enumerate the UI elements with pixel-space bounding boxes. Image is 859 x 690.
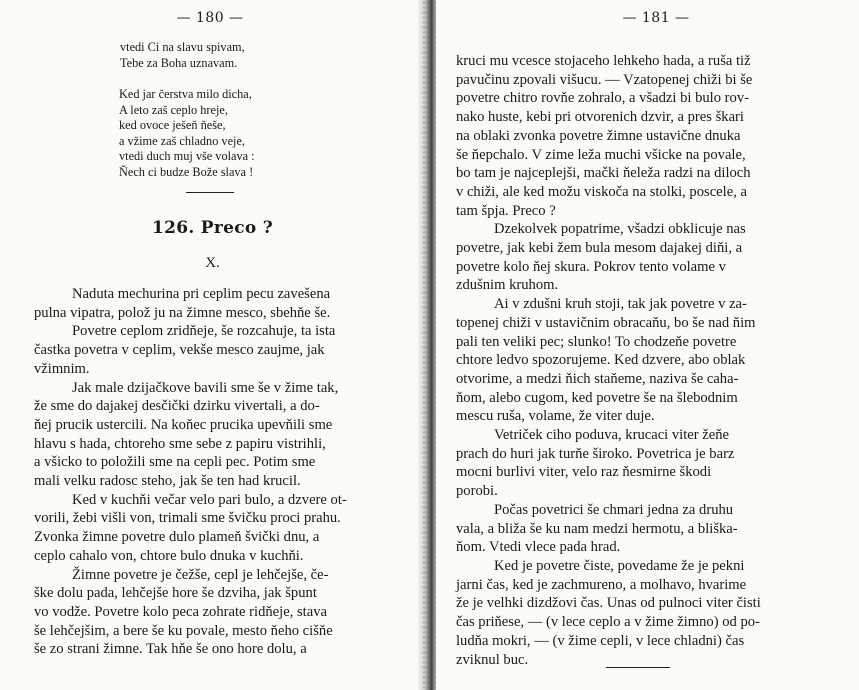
chapter-title: 126. Preco ? [151,218,274,238]
section-divider [186,192,234,193]
text-line: Povetre ceplom zridňeje, še rozcahuje, ta ista [72,323,336,340]
paragraph [456,295,856,426]
text-line: porobi. [456,483,498,500]
right-body-text [456,52,856,669]
text-line: ňej prucik ustercili. Na koňec prucika upevňili sme [34,416,333,433]
text-line: častka povetra v ceplim, vekše mesco zaujme, jak [34,342,325,359]
text-line: pali ten veliki pec; slunko! To chodzeňe povetre [456,333,737,350]
left-body-text [34,285,410,659]
verse-line: Ňech ci budze Bože slava ! [119,164,254,179]
text-line: mescu ruša, volame, že viter duje. [456,408,655,425]
text-line: hlavu s hada, chtoreho sme sebe z papiru vistrihli, [34,435,326,452]
text-line: Ked v kuchňi večar velo pari bulo, a dzvere ot- [72,491,347,508]
verse-line: ked ovoce ješeň ňeše, [119,118,226,133]
text-line: vala, a bliža še ku nam medzi hermotu, a bliška- [456,520,738,537]
text-line: Počas povetrici še chmari jedna za druhu [494,501,734,518]
text-line: čas priňese, — (v lece ceplo a v žime žimno) od po- [456,614,760,631]
text-line: mali velku radosc steho, jak še ten had krucil. [34,473,301,490]
right-page [436,0,859,690]
text-line: Naduta mechurina pri ceplim pecu zavešena [72,286,331,302]
text-line: prach do huri jak turňe široko. Povetrica je barz [456,445,735,462]
text-line: ňom. Vtedi vlece pada hrad. [456,539,621,556]
paragraph [456,501,856,557]
text-line: Jak male dzijačkove bavili sme še v žime tak, [72,379,339,396]
text-line: v chiži, ale ked možu viskoča na stolki, poscele, a [456,183,747,200]
text-line: povetre kolo ňej skura. Pokrov tento volame v [456,258,726,275]
text-line: tam špja. Preco ? [456,202,556,219]
text-line: chtore ledvo spozorujeme. Ked dzvere, abo oblak [456,352,746,369]
text-line: vžimnim. [34,360,90,377]
left-page-number: — 180 — [176,10,244,26]
text-line: povetre, jak kebi žem bula mesom dajakej diňi, a [456,240,743,257]
text-line: pavučinu zpovali višucu. — Vzatopenej chiži bi še [456,71,753,88]
paragraph [456,557,856,669]
text-line: ludňa mokri, — (v žime cepli, v lece chladni) čas [456,632,745,649]
text-line: že je velhki dizdžovi čas. Unas od pulnoci viter čisti [456,595,761,612]
text-line: nako huste, kebi pri otvorenich dzvir, a pres škari [456,109,744,126]
paragraph [34,491,410,566]
paragraph [34,379,410,491]
paragraph [34,322,410,378]
text-line: že sme do dajakej desčički dzirku vivertali, a do- [34,398,320,415]
paragraph [456,426,856,501]
text-line: še lehčejšim, a bere še ku povale, mesto ňeho cišňe [34,622,333,639]
text-line: jarni čas, ked je zachmureno, a molhavo, hvarime [456,576,747,593]
verse-line: vtedi Ci na slavu spivam, [120,40,245,54]
verse-line: a vžime zaš chladno veje, [119,133,245,148]
text-line: bo tam je najceplejši, mački ňeleža radzi na diloch [456,165,751,182]
text-line: na oblaki zvonka povetre žimne ustavične dnuka [456,127,741,144]
text-line: ceplo cahalo von, chtore bulo dnuka v kuchňi. [34,547,304,564]
text-line: Vetriček ciho poduva, krucaci viter žeňe [494,427,730,444]
text-line: vo vodže. Povetre kolo peca zohrate ridňeje, stava [34,603,327,620]
paragraph [456,52,856,220]
text-line: kruci mu vcesce stojaceho lehkeho hada, a ruša tiž [456,53,751,69]
text-line: Žimne povetre je čežše, cepl je lehčejše, če- [72,566,329,583]
left-page [0,0,425,690]
text-line: pulna vipatra, polož ju na žimne mesco, sbehňe še. [34,304,331,321]
verse-line: Ked jar čerstva milo dicha, [119,87,252,101]
text-line: Ked je povetre čiste, povedame že je pekni [494,557,745,574]
verse-line: Tebe za Boha uznavam. [120,55,238,70]
text-line: povetre chitro rovňe zohralo, a všadzi bi bulo rov- [456,90,749,107]
text-line: ňom, alebo cugom, ked povetre še na šlebodnim [456,389,738,406]
verse-stanza-top [120,40,245,71]
text-line: ške dolu pada, lehčejše hore še dzviha, jak špunt [34,585,317,602]
end-divider [606,667,670,668]
right-page-number: — 181 — [622,10,690,26]
text-line: otvorime, a medzi ňich staňeme, naziva še caha- [456,370,739,387]
text-line: mocni burlivi viter, velo raz ňesmirne škodi [456,464,712,481]
text-line: Ai v zdušni kruh stoji, tak jak povetre v za- [494,296,747,313]
verse-stanza-bottom [119,87,255,181]
text-line: še zo strani žimne. Tak hňe še ono hore dolu, a [34,641,307,658]
text-line: še ňepchalo. V zime leža muchi všicke na povale, [456,146,746,163]
paragraph [34,566,410,660]
text-line: zdušnim kruhom. [456,277,559,294]
verse-line: vtedi duch muj vše volava : [119,149,255,164]
text-line: vorili, žebi višli von, trimali sme švičku proci prahu. [34,510,341,527]
text-line: a všicko to položili sme na cepli pec. Potim sme [34,454,316,471]
text-line: Zvonka žimne povetre dulo plameň švički dnu, a [34,529,320,546]
verse-line: A leto zaš ceplo hreje, [119,102,228,117]
paragraph [456,220,856,295]
text-line: zviknul buc. [456,651,529,668]
text-line: Dzekolvek popatrime, všadzi obklicuje nas [494,221,746,238]
paragraph [34,285,410,322]
chapter-number: X. [205,255,220,271]
text-line: topenej chiži v ustavičnim obracaňu, bo še nad ňim [456,314,756,331]
